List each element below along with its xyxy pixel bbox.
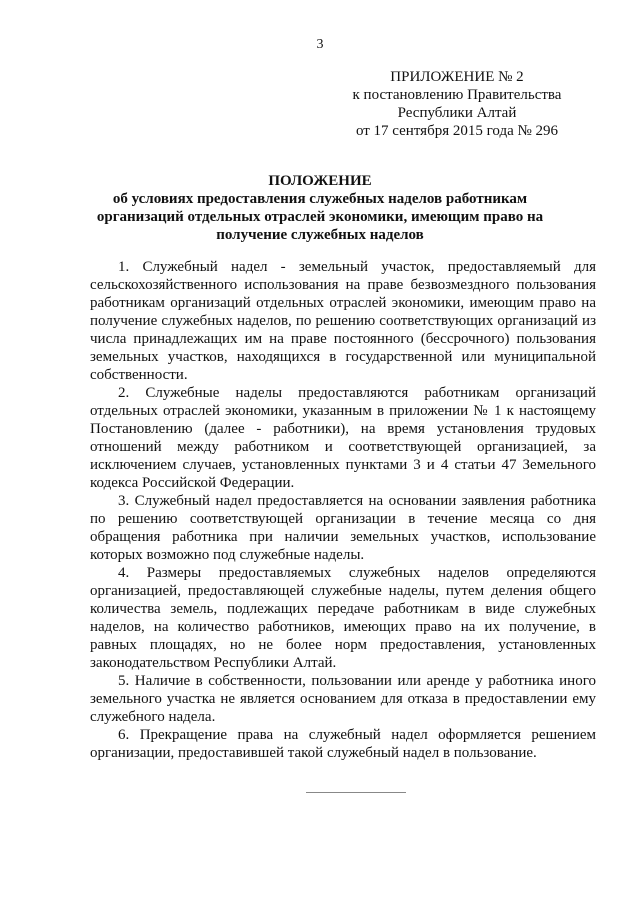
paragraph-1: 1. Служебный надел - земельный участок, предоставляемый для сельскохозяйственного использования на праве безвозмездного пользования работникам организаций отдельных отраслей экономики, имеющим право на получение служебных наделов, по решению соответствующих организаций из числа принадлежащих им на праве постоянного (бессрочного) пользования земельных участков, находящихся в государственной или муниципальной собственности.	[90, 259, 596, 383]
paragraph-2: 2. Служебные наделы предоставляются работникам организаций отдельных отраслей экономики, указанным в приложении № 1 к настоящему Постановлению (далее - работники), на время установления трудовых отношений между работником и соответствующей организацией, за исключением случаев, установленных пунктами 3 и 4 статьи 47 Земельного кодекса Российской Федерации.	[90, 385, 596, 491]
title-line-3: получение служебных наделов	[216, 227, 424, 243]
title-line-2: организаций отдельных отраслей экономики, имеющим право на	[96, 209, 544, 225]
paragraph-5: 5. Наличие в собственности, пользовании или аренде у работника иного земельного участка не является основанием для отказа в предоставлении ему служебного надела.	[90, 673, 596, 725]
title-line-1: об условиях предоставления служебных наделов работникам	[112, 191, 528, 207]
appendix-title: ПРИЛОЖЕНИЕ № 2	[390, 69, 524, 85]
document-title	[0, 172, 640, 244]
appendix-header	[337, 68, 577, 140]
appendix-republic-line: Республики Алтай	[397, 105, 517, 121]
end-divider	[306, 792, 406, 793]
document-body	[90, 258, 596, 762]
paragraph-4: 4. Размеры предоставляемых служебных наделов определяются организацией, предоставляющей служебные наделы, путем деления общего количества земель, подлежащих передаче работникам в виде служебных наделов, на количество работников, имеющих право на их получение, в равных площадях, но не более норм предоставления, установленных законодательством Республики Алтай.	[90, 565, 596, 671]
page-number: 3	[316, 37, 324, 52]
title-heading: ПОЛОЖЕНИЕ	[268, 173, 372, 189]
appendix-date-line: от 17 сентября 2015 года № 296	[355, 123, 559, 139]
paragraph-6: 6. Прекращение права на служебный надел оформляется решением организации, предоставившей такой служебный надел в пользование.	[90, 727, 596, 761]
appendix-decree-line: к постановлению Правительства	[352, 87, 562, 103]
paragraph-3: 3. Служебный надел предоставляется на основании заявления работника по решению соответствующей организации в течение месяца со дня обращения работника при наличии земельных участков, использование которых возможно под служебные наделы.	[90, 493, 596, 563]
